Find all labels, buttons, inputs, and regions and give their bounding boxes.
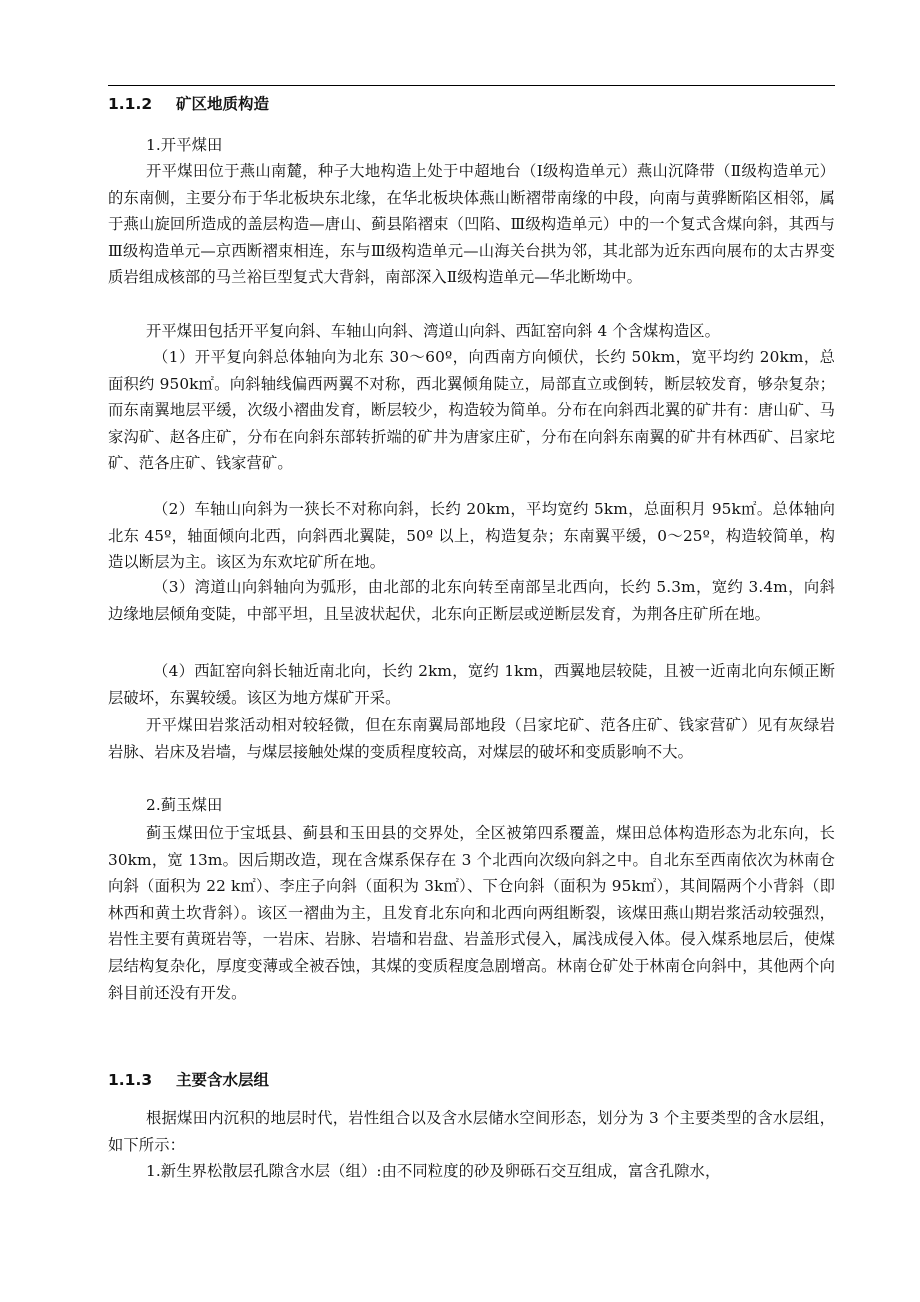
paragraph-kaiping-magmatism: 开平煤田岩浆活动相对较轻微，但在东南翼局部地段（吕家坨矿、范各庄矿、钱家营矿）见有灰绿岩岩脉、岩床及岩墙，与煤层接触处煤的变质程度较高，对煤层的破坏和变质影响不大。 — [108, 716, 835, 761]
paragraph-jiyu-coalfield: 蓟玉煤田位于宝坻县、蓟县和玉田县的交界处，全区被第四系覆盖，煤田总体构造形态为北东向，长 30km，宽 13m。因后期改造，现在含煤系保存在 3 个北西向次级向斜之中。自北东至西南依次为林南仓向斜（面积为 22 k㎡）、李庄子向斜（面积为 3k㎡）、下仓向斜（面积为 95k㎡），其间隔两个小背斜（即林西和黄土坎背斜）。该区一褶曲为主，且发育北东向和北西向两组断裂，该煤田燕山期岩浆活动较强烈，岩性主要有黄斑岩等，一岩床、岩脉、岩墙和岩盘、岩盖形式侵入，属浅成侵入体。侵入煤系地层后，使煤层结构复杂化，厚度变薄或全被吞蚀，其煤的变质程度急剧增高。林南仓矿处于林南仓向斜中，其他两个向斜目前还没有开发。 — [108, 824, 835, 1002]
paragraph-aquifer-intro: 根据煤田内沉积的地层时代，岩性组合以及含水层储水空间形态，划分为 3 个主要类型的含水层组，如下所示： — [108, 1109, 835, 1154]
section-heading-1-1-2 — [108, 92, 269, 116]
paragraph-kaiping-overview: 开平煤田位于燕山南麓，种子大地构造上处于中超地台（Ⅰ级构造单元）燕山沉降带（Ⅱ级构造单元）的东南侧，主要分布于华北板块东北缘，在华北板块体燕山断褶带南缘的中段，向南与黄骅断陷区相邻，属于燕山旋回所造成的盖层构造—唐山、蓟县陷褶束（凹陷、Ⅲ级构造单元）中的一个复式含煤向斜，其西与Ⅲ级构造单元—京西断褶束相连，东与Ⅲ级构造单元—山海关台拱为邻，其北部为近东西向展布的太古界变质岩组成核部的马兰裕巨型复式大背斜，南部深入Ⅱ级构造单元—华北断坳中。 — [108, 162, 835, 287]
paragraph-xigangyao-syncline: （4）西缸窑向斜长轴近南北向，长约 2km，宽约 1km，西翼地层较陡，且被一近南北向东倾正断层破坏，东翼较缓。该区为地方煤矿开采。 — [108, 662, 835, 707]
subheading-kaiping: 1.开平煤田 — [146, 136, 223, 154]
paragraph-aquifer-cenozoic: 1.新生界松散层孔隙含水层（组）:由不同粒度的砂及卵砾石交互组成，富含孔隙水， — [146, 1162, 721, 1180]
paragraph-kaiping-structures: 开平煤田包括开平复向斜、车轴山向斜、湾道山向斜、西缸窑向斜 4 个含煤构造区。 — [146, 322, 721, 340]
section-number: 1.1.2 — [108, 95, 153, 113]
section-title: 矿区地质构造 — [176, 95, 270, 113]
section-heading-1-1-3 — [108, 1068, 269, 1092]
section-number: 1.1.3 — [108, 1071, 153, 1089]
section-title: 主要含水层组 — [176, 1071, 270, 1089]
subheading-jiyu: 2.蓟玉煤田 — [146, 796, 223, 814]
paragraph-chezhoushan-syncline: （2）车轴山向斜为一狭长不对称向斜，长约 20km，平均宽约 5km，总面积月 95k㎡。总体轴向北东 45º，轴面倾向北西，向斜西北翼陡，50º 以上，构造复杂；东南翼平缓，0～25º，构造较简单，构造以断层为主。该区为东欢坨矿所在地。 — [108, 500, 835, 572]
header-rule — [108, 85, 835, 86]
paragraph-kaiping-syncline: （1）开平复向斜总体轴向为北东 30～60º，向西南方向倾伏，长约 50km，宽平均约 20km，总面积约 950k㎡。向斜轴线偏西两翼不对称，西北翼倾角陡立，局部直立或倒转，断层较发育，够杂复杂；而东南翼地层平缓，次级小褶曲发育，断层较少，构造较为简单。分布在向斜西北翼的矿井有：唐山矿、马家沟矿、赵各庄矿，分布在向斜东部转折端的矿井为唐家庄矿，分布在向斜东南翼的矿井有林西矿、吕家坨矿、范各庄矿、钱家营矿。 — [108, 348, 835, 473]
paragraph-wandaoshan-syncline: （3）湾道山向斜轴向为弧形，由北部的北东向转至南部呈北西向，长约 5.3m，宽约 3.4m，向斜边缘地层倾角变陡，中部平坦，且呈波状起伏，北东向正断层或逆断层发育，为荆各庄矿所在地。 — [108, 578, 835, 623]
